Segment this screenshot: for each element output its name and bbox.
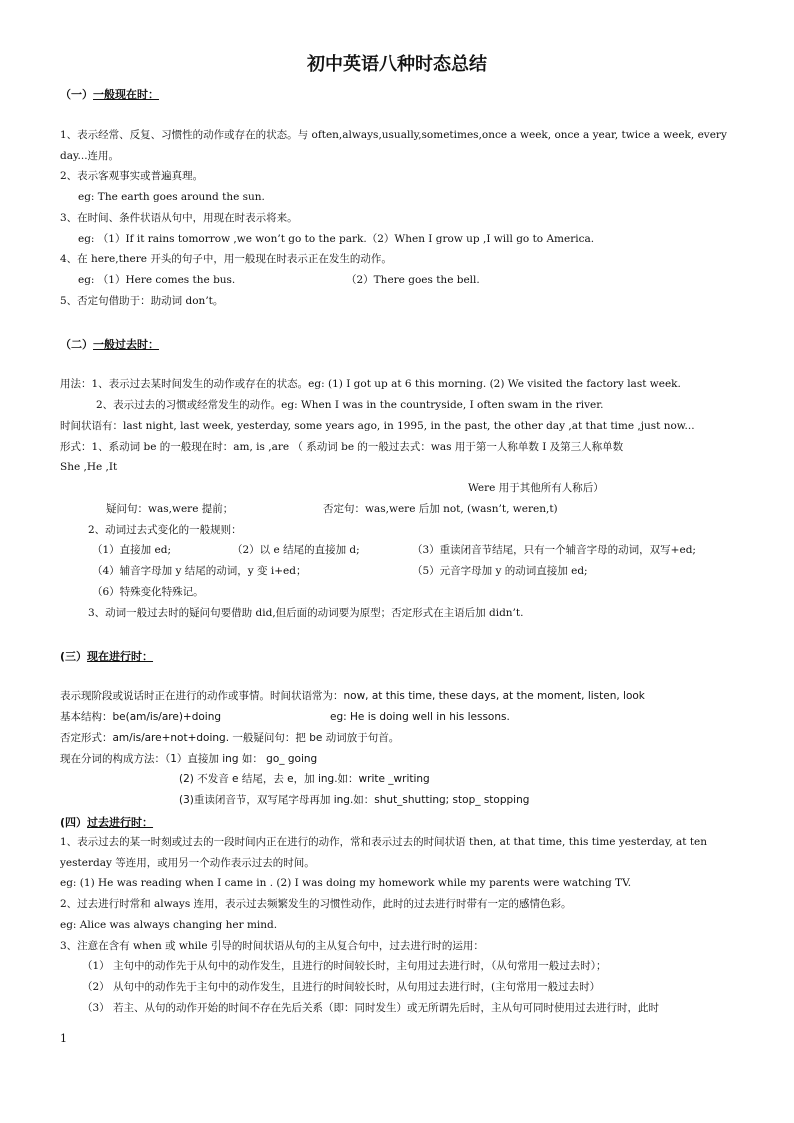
text-line: 基本结构：be(am/is/are)+doing — [60, 711, 222, 723]
text-line: 3、在时间、条件状语从句中，用现在时表示将来。 — [60, 212, 298, 224]
example-line: eg: He is doing well in his lessons. — [330, 711, 510, 723]
text-line: 现在分词的构成方法：（1）直接加 ing 如： go_ going — [60, 753, 318, 765]
text-line: 4、在 here,there 开头的句子中，用一般现在时表示正在发生的动作。 — [60, 253, 392, 265]
text-line: 2、表示过去的习惯或经常发生的动作。eg: When I was in the countryside, I often swam in the river. — [96, 399, 604, 411]
text-line: yesterday 等连用，或用另一个动作表示过去的时间。 — [60, 857, 315, 869]
text-line: 时间状语有：last night, last week, yesterday, some years ago, in 1995, in the past, the other day ,at that time ,just now... — [60, 420, 695, 432]
section-title: 一般现在时： — [93, 88, 159, 101]
section-heading-simple-present — [60, 86, 159, 102]
example-line: eg: Alice was always changing her mind. — [60, 919, 278, 931]
rule-item: （2） 从句中的动作先于主句中的动作发生，且进行的时间较长时，从句用过去进行时，(主句常用一般过去时） — [82, 981, 601, 993]
example-line: eg: (1) He was reading when I came in . (2) I was doing my homework while my parents were watching TV. — [60, 877, 632, 889]
text-line: (3)重读闭音节，双写尾字母再加 ing.如：shut_shutting; stop_ stopping — [179, 794, 530, 806]
section-heading-present-continuous — [60, 648, 153, 664]
page-number: 1 — [60, 1032, 67, 1045]
text-line: 2、过去进行时常和 always 连用，表示过去频繁发生的习惯性动作，此时的过去进行时带有一定的感情色彩。 — [60, 898, 572, 910]
rule-item: （6）特殊变化特殊记。 — [92, 586, 204, 598]
text-line: 2、表示客观事实或普遍真理。 — [60, 170, 204, 182]
section-title: 现在进行时： — [87, 650, 154, 663]
example-line: eg: （1）If it rains tomorrow ,we won’t go to the park.（2）When I grow up ,I will go to America. — [78, 233, 595, 245]
rule-item: （5）元音字母加 y 的动词直接加 ed; — [412, 565, 588, 577]
text-line: Were 用于其他所有人称后） — [468, 482, 604, 494]
text-line: 否定形式：am/is/are+not+doing. 一般疑问句：把 be 动词放于句首。 — [60, 732, 400, 744]
section-title: 一般过去时： — [93, 338, 159, 351]
section-number: （二） — [60, 338, 93, 351]
section-title: 过去进行时： — [87, 816, 154, 829]
text-line: day...连用。 — [60, 150, 120, 162]
text-line: 形式：1、系动词 be 的一般现在时：am, is ,are （ 系动词 be 的一般过去式：was 用于第一人称单数 I 及第三人称单数 — [60, 441, 624, 453]
text-line: 用法：1、表示过去某时间发生的动作或存在的状态。eg: (1) I got up at 6 this morning. (2) We visited the factory last week. — [60, 378, 681, 390]
rule-item: （3） 若主、从句的动作开始的时间不存在先后关系（即：同时发生）或无所谓先后时，主从句可同时使用过去进行时，此时 — [82, 1002, 660, 1014]
example-line: eg: （1）Here comes the bus. — [78, 274, 236, 286]
section-heading-past-continuous — [60, 814, 153, 830]
text-line: 否定句：was,were 后加 not, (wasn’t, weren,t) — [323, 503, 558, 515]
text-line: 疑问句：was,were 提前； — [106, 503, 234, 515]
section-number: (四） — [60, 816, 88, 829]
text-line: 5、否定句借助于：助动词 don’t。 — [60, 295, 224, 307]
example-line: eg: The earth goes around the sun. — [78, 191, 265, 203]
text-line: She ,He ,It — [60, 461, 118, 473]
text-line: 1、表示经常、反复、习惯性的动作或存在的状态。与 often,always,usually,sometimes,once a week, once a year, twice a week, every — [60, 129, 727, 141]
document-title: 初中英语八种时态总结 — [307, 54, 487, 75]
section-number: (三） — [60, 650, 88, 663]
section-number: （一） — [60, 88, 93, 101]
text-line: 1、表示过去的某一时刻或过去的一段时间内正在进行的动作，常和表示过去的时间状语 then, at that time, this time yesterday, at ten — [60, 836, 708, 848]
rule-item: （1）直接加 ed; — [92, 544, 171, 556]
rule-item: （4）辅音字母加 y 结尾的动词，y 变 i+ed； — [92, 565, 307, 577]
rule-item: （2）以 e 结尾的直接加 d; — [232, 544, 360, 556]
text-line: 3、动词一般过去时的疑问句要借助 did,但后面的动词要为原型；否定形式在主语后加 didn’t. — [88, 607, 524, 619]
text-line: 3、注意在含有 when 或 while 引导的时间状语从句的主从复合句中，过去进行时的运用： — [60, 940, 484, 952]
example-line: （2）There goes the bell. — [346, 274, 480, 286]
rule-item: （3）重读闭音节结尾，只有一个辅音字母的动词，双写+ed; — [412, 544, 696, 556]
text-line: 2、动词过去式变化的一般规则： — [88, 524, 242, 536]
section-heading-simple-past — [60, 336, 159, 352]
rule-item: （1） 主句中的动作先于从句中的动作发生，且进行的时间较长时，主句用过去进行时，（从句常用一般过去时）； — [82, 960, 607, 972]
text-line: 表示现阶段或说话时正在进行的动作或事情。时间状语常为：now, at this time, these days, at the moment, listen, look — [60, 690, 645, 702]
text-line: (2) 不发音 e 结尾，去 e，加 ing.如：write _writing — [179, 773, 430, 785]
